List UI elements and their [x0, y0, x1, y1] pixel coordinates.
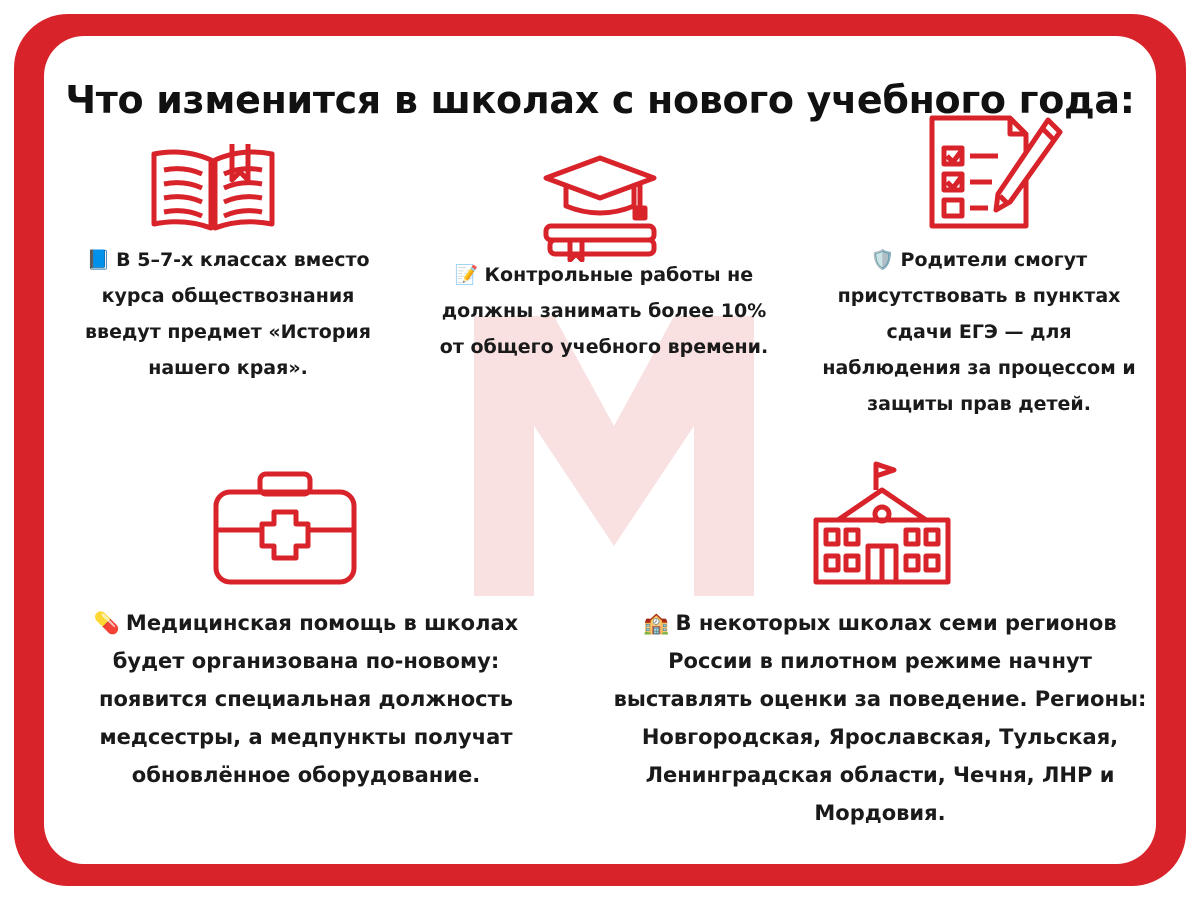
info-text: Медицинская помощь в школах будет организована по-новому: появится специальная должность медсестры, а медпункты получат обновлённое оборудование.	[98, 611, 519, 787]
info-text: Родители смогут присутствовать в пунктах сдачи ЕГЭ — для наблюдения за процессом и защиты прав детей.	[822, 249, 1136, 415]
red-frame	[14, 14, 1186, 886]
school-building-icon	[810, 460, 954, 588]
info-block-tests-time	[434, 257, 774, 365]
info-block-medical-help	[66, 604, 546, 794]
info-block-behavior-grades	[610, 604, 1150, 832]
info-text: В некоторых школах семи регионов России в пилотном режиме начнут выставлять оценки за поведение. Регионы: Новгородская, Ярославская, Тульская, Ленинградская области, Чечня, ЛНР и Мордовия.	[613, 611, 1147, 825]
school-emoji-icon: 🏫	[643, 611, 670, 635]
info-text: В 5–7-х классах вместо курса обществознания введут предмет «История нашего края».	[85, 249, 371, 379]
open-book-icon	[148, 140, 278, 232]
graduation-cap-books-icon	[540, 154, 660, 262]
info-block-parents-ege	[814, 242, 1144, 422]
checklist-pencil-icon	[926, 112, 1066, 232]
info-block-history-subject	[78, 242, 378, 386]
pill-emoji-icon: 💊	[93, 611, 120, 635]
shield-emoji-icon: 🛡️	[870, 249, 895, 271]
content-card	[44, 36, 1156, 864]
info-text: Контрольные работы не должны занимать более 10% от общего учебного времени.	[439, 264, 769, 358]
memo-emoji-icon: 📝	[454, 264, 479, 286]
blue-book-emoji-icon: 📘	[86, 249, 111, 271]
page-title: Что изменится в школах с нового учебного года:	[65, 78, 1135, 122]
first-aid-kit-icon	[210, 468, 360, 588]
